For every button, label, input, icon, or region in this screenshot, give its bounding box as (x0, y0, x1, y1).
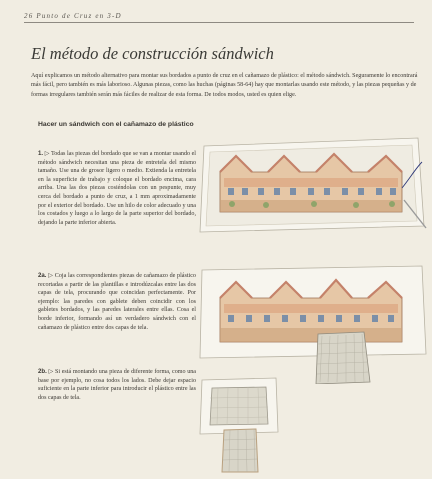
step-1-text: Todas las piezas del bordado que se van a montar usando el método sándwich necesitan una pieza de entretela del mismo tamaño. Use una de grosor ligero o medio. Extienda la entretela en la superficie de trabajo y coloque el bordado encima, cara arriba. Una las dos piezas cosiéndolas con un pespunte, muy cerca del bordado a punto de cruz, a 1 mm aproximadamente por el exterior del bordado. Use un hilo de color adecuado y una los costados y luego a lo largo de la parte superior del bordado, dejando la parte inferior abierta. (38, 151, 197, 226)
step-2b-number: 2b. ▷ (38, 368, 54, 375)
step-2b (38, 368, 196, 402)
intro-paragraph: Aquí explicamos un método alternativo para montar sus bordados a punto de cruz en el cañamazo de plástico: el método sándwich. Seguramente lo encontrará más fácil, pero también es más laborioso. Algunas piezas, como las huchas (páginas 58-64) hay que montarlas usando este método, y las piezas pequeñas y de formas irregulares también serán más fáciles de realizar de esta forma. De todos modos, usted es quien elige. (31, 73, 418, 98)
illustration-step-2a (198, 262, 428, 384)
illustration-step-2b (198, 374, 288, 474)
step-1-number: 1. ▷ (38, 150, 50, 157)
running-header: 26 Punto de Cruz en 3-D (24, 12, 122, 20)
step-2a (38, 272, 196, 332)
section-subheading: Hacer un sándwich con el cañamazo de plástico (38, 121, 194, 128)
step-2a-text: Coja las correspondientes piezas de cañamazo de plástico recortadas a partir de las plantillas e introdúzcalas entre las dos capas de tela, procurando que coincidan perfectamente. Por ejemplo: las paredes con gablete deben coincidir con los gabletes bordados, y las paredes laterales entre ellas. Cosa el borde inferior, formando así un verdadero sándwich con el cañamazo de plástico entre dos capas de tela. (38, 273, 196, 331)
step-2a-number: 2a. ▷ (38, 272, 54, 279)
step-2b-text: Si está montando una pieza de diferente forma, como una base por ejemplo, no cosa todos los lados. Debe dejar espacio suficiente en la parte inferior para introducir el plástico entre las dos capas de tela. (38, 369, 197, 401)
illustration-step-1 (196, 128, 428, 238)
step-1 (38, 150, 196, 227)
page-title: El método de construcción sándwich (31, 44, 274, 63)
header-rule (24, 22, 414, 23)
